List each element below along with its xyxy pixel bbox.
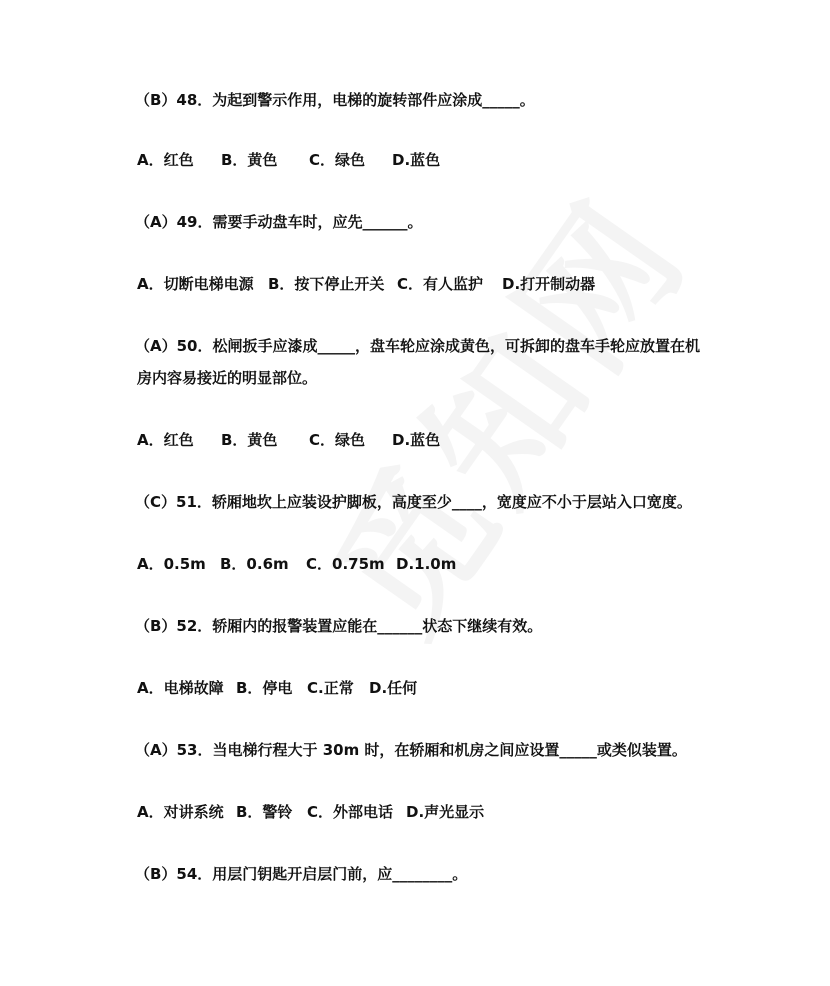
option-b: B．黄色 [221, 151, 278, 169]
option-d: D.声光显示 [406, 803, 485, 821]
question-54: （B）54．用层门钥匙开启层门前，应________。 [135, 865, 468, 883]
options-49 [0, 274, 830, 294]
options-50 [0, 430, 830, 450]
question-50-continued: 房内容易接近的明显部位。 [137, 369, 318, 387]
option-d: D.打开制动器 [502, 275, 596, 293]
option-c: C．有人监护 [397, 275, 484, 293]
option-a: A．0.5m [137, 555, 206, 573]
question-49: （A）49．需要手动盘车时，应先______。 [135, 213, 423, 231]
option-a: A．对讲系统 [137, 803, 224, 821]
question-53: （A）53．当电梯行程大于 30m 时，在轿厢和机房之间应设置_____或类似装置。 [135, 741, 687, 759]
option-d: D.蓝色 [392, 151, 441, 169]
options-51 [0, 554, 830, 574]
option-a: A．切断电梯电源 [137, 275, 254, 293]
option-c: C．0.75m [306, 555, 385, 573]
options-52 [0, 678, 830, 698]
option-b: B．警铃 [236, 803, 293, 821]
option-a: A．电梯故障 [137, 679, 224, 697]
option-b: B．停电 [236, 679, 293, 697]
question-51: （C）51．轿厢地坎上应装设护脚板，高度至少____，宽度应不小于层站入口宽度。 [135, 493, 692, 511]
options-48 [0, 150, 830, 170]
options-53 [0, 802, 830, 822]
option-d: D.1.0m [396, 555, 457, 573]
option-b: B．黄色 [221, 431, 278, 449]
option-d: D.蓝色 [392, 431, 441, 449]
option-a: A．红色 [137, 431, 194, 449]
option-b: B．0.6m [220, 555, 289, 573]
question-52: （B）52．轿厢内的报警装置应能在______状态下继续有效。 [135, 617, 543, 635]
option-a: A．红色 [137, 151, 194, 169]
question-50: （A）50．松闸扳手应漆成_____，盘车轮应涂成黄色，可拆卸的盘车手轮应放置在机 [135, 337, 700, 355]
option-b: B．按下停止开关 [268, 275, 385, 293]
option-c: C．外部电话 [307, 803, 394, 821]
question-48: （B）48．为起到警示作用，电梯的旋转部件应涂成_____。 [135, 91, 535, 109]
option-c: C．绿色 [309, 431, 366, 449]
option-c: C．绿色 [309, 151, 366, 169]
option-c: C.正常 [307, 679, 354, 697]
option-d: D.任何 [369, 679, 418, 697]
